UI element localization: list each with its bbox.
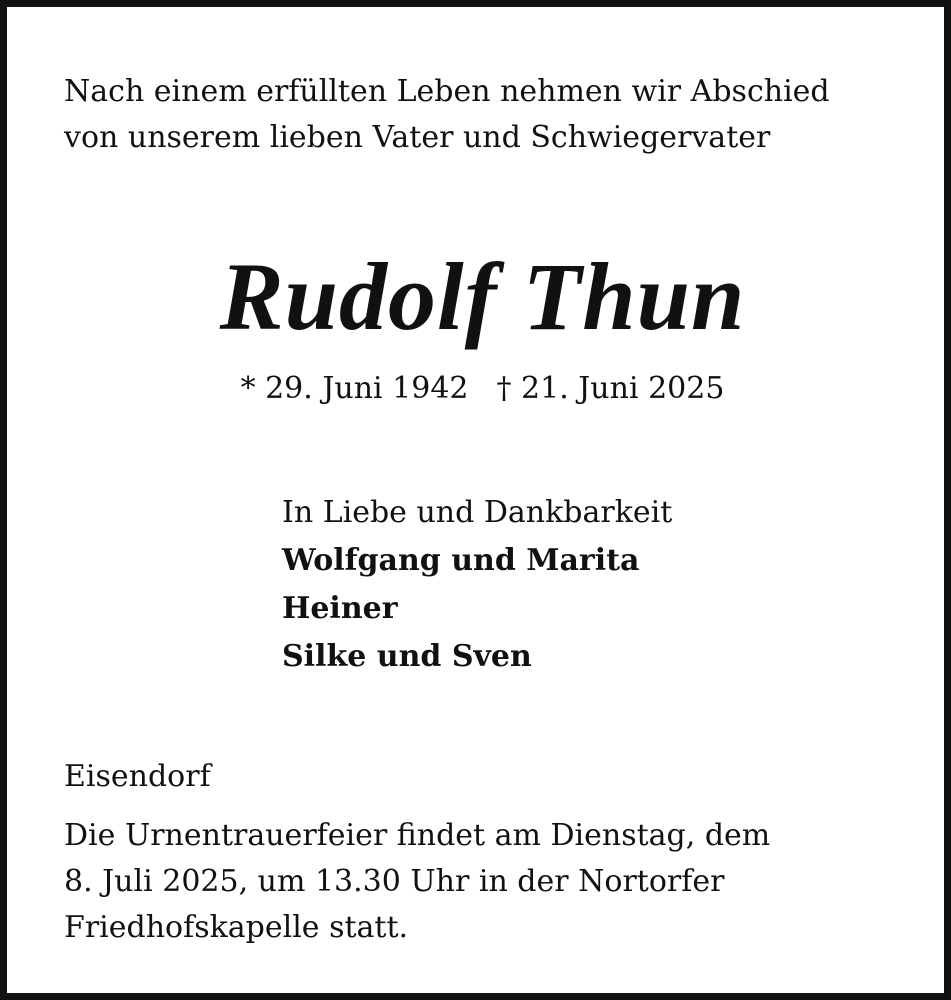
birth-date: * 29. Juni 1942 (240, 371, 469, 406)
life-dates (7, 369, 951, 409)
mourners-intro: In Liebe und Dankbarkeit (282, 495, 673, 530)
ceremony-notice (64, 813, 924, 951)
intro-line-1: Nach einem erfüllten Leben nehmen wir Abschied (64, 74, 830, 109)
mourner-name: Wolfgang und Marita (282, 543, 640, 578)
ceremony-line-2: 8. Juli 2025, um 13.30 Uhr in der Nortorfer (64, 864, 725, 899)
mourner-name: Silke und Sven (282, 639, 532, 674)
ceremony-line-1: Die Urnentrauerfeier findet am Dienstag, dem (64, 818, 771, 853)
intro-line-2: von unserem lieben Vater und Schwiegervater (64, 120, 771, 155)
deceased-name: Rudolf Thun (219, 243, 746, 350)
ceremony-line-3: Friedhofskapelle statt. (64, 910, 409, 945)
mourner-name: Heiner (282, 591, 398, 626)
mourners-block (282, 489, 672, 681)
death-date: † 21. Juni 2025 (496, 371, 725, 406)
intro-text (64, 69, 924, 161)
place-name: Eisendorf (64, 759, 211, 794)
